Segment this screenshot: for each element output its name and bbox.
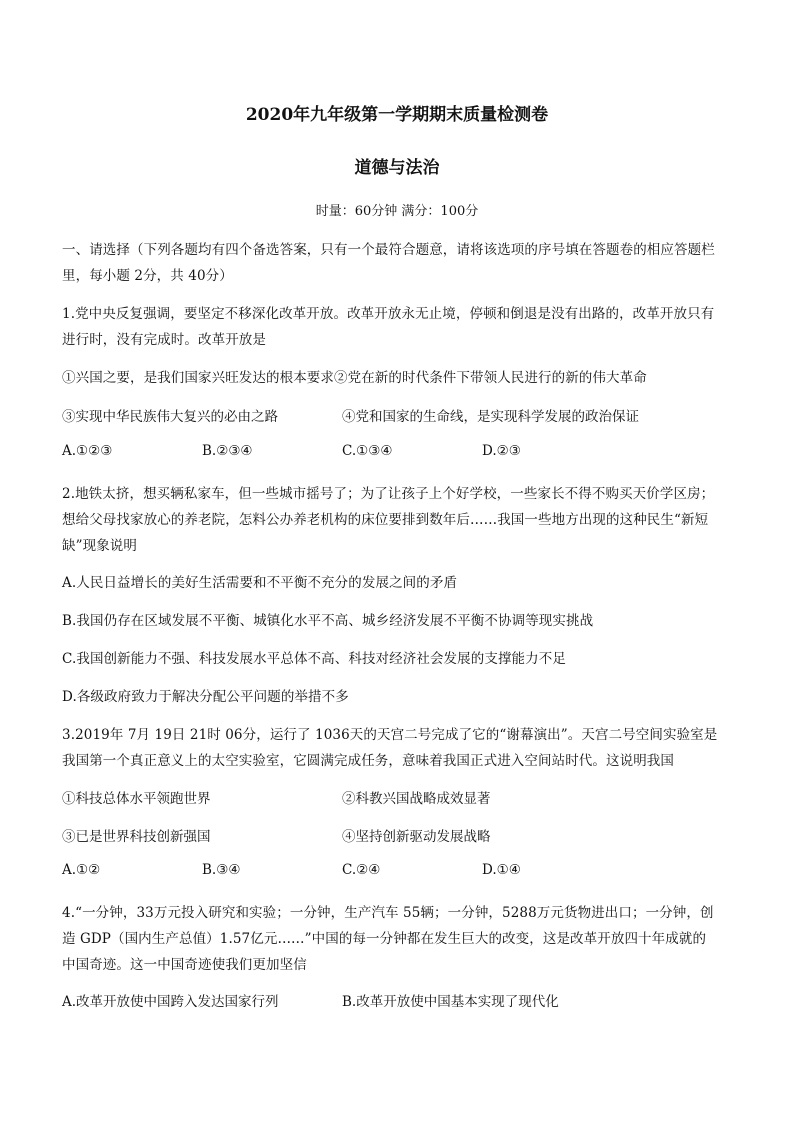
- question-2-stem: 缺”现象说明: [62, 538, 138, 554]
- question-4-stem: 造 GDP（国内生产总值）1.57亿元……”中国的每一分钟都在发生巨大的改变，这是改革开放四十年成就的: [62, 931, 707, 947]
- question-1-option-d: D.②③: [482, 443, 521, 459]
- question-3-statement: ②科教兴国战略成效显著: [342, 791, 491, 807]
- question-3-option-c: C.②④: [342, 862, 381, 878]
- question-2-option-a: A.人民日益增长的美好生活需要和不平衡不充分的发展之间的矛盾: [62, 575, 458, 591]
- question-3-statement: ③已是世界科技创新强国: [62, 829, 211, 845]
- question-4-stem: 4.“一分钟，33万元投入研究和实验；一分钟，生产汽车 55辆；一分钟，5288万元货物进出口；一分钟，创: [62, 905, 714, 921]
- question-4-option-b: B.改革开放使中国基本实现了现代化: [342, 994, 559, 1010]
- question-4-stem: 中国奇迹。这一中国奇迹使我们更加坚信: [62, 957, 307, 973]
- question-2-stem: 想给父母找家放心的养老院，怎料公办养老机构的床位要排到数年后……我国一些地方出现的这种民生“新短: [62, 512, 709, 528]
- question-1-option-a: A.①②③: [62, 443, 113, 459]
- question-1-option-c: C.①③④: [342, 443, 393, 459]
- question-3-stem: 我国第一个真正意义上的太空实验室，它圆满完成任务，意味着我国正式进入空间站时代。这说明我国: [62, 753, 674, 769]
- question-2-stem: 2.地铁太挤，想买辆私家车，但一些城市摇号了；为了让孩子上个好学校，一些家长不得不购买天价学区房；: [62, 486, 715, 502]
- subject-title: 道德与法治: [354, 158, 440, 178]
- question-3-statement: ④坚持创新驱动发展战略: [342, 829, 491, 845]
- question-1-stem: 进行时，没有完成时。改革开放是: [62, 332, 266, 348]
- question-1-option-b: B.②③④: [202, 443, 253, 459]
- question-1-stem: 1.党中央反复强调，要坚定不移深化改革开放。改革开放永无止境，停顿和倒退是没有出路的，改革开放只有: [62, 306, 715, 322]
- question-2-option-b: B.我国仍存在区域发展不平衡、城镇化水平不高、城乡经济发展不平衡不协调等现实挑战: [62, 613, 594, 629]
- exam-title: 2020年九年级第一学期期末质量检测卷: [245, 105, 549, 125]
- question-2-option-c: C.我国创新能力不强、科技发展水平总体不高、科技对经济社会发展的支撑能力不足: [62, 651, 566, 667]
- question-1-statement: ④党和国家的生命线，是实现科学发展的政治保证: [342, 409, 639, 425]
- time-score-info: 时量：60分钟 满分：100分: [315, 204, 479, 219]
- question-3-option-b: B.③④: [202, 862, 241, 878]
- question-1-statement: ③实现中华民族伟大复兴的必由之路: [62, 409, 278, 425]
- question-4-option-a: A.改革开放使中国跨入发达国家行列: [62, 994, 279, 1010]
- question-3-stem: 3.2019年 7月 19日 21时 06分，运行了 1036天的天宫二号完成了它的“谢幕演出”。天宫二号空间实验室是: [62, 727, 718, 743]
- question-3-option-d: D.①④: [482, 862, 521, 878]
- section-instruction-line: 一、请选择（下列各题均有四个备选答案，只有一个最符合题意，请将该选项的序号填在答题卷的相应答题栏: [62, 242, 715, 258]
- section-instruction-line: 里，每小题 2分，共 40分）: [62, 268, 233, 284]
- question-3-statement: ①科技总体水平领跑世界: [62, 791, 211, 807]
- question-3-option-a: A.①②: [62, 862, 101, 878]
- question-1-statement: ①兴国之要，是我们国家兴旺发达的根本要求②党在新的时代条件下带领人民进行的新的伟大革命: [62, 370, 647, 386]
- question-2-option-d: D.各级政府致力于解决分配公平问题的举措不多: [62, 689, 349, 705]
